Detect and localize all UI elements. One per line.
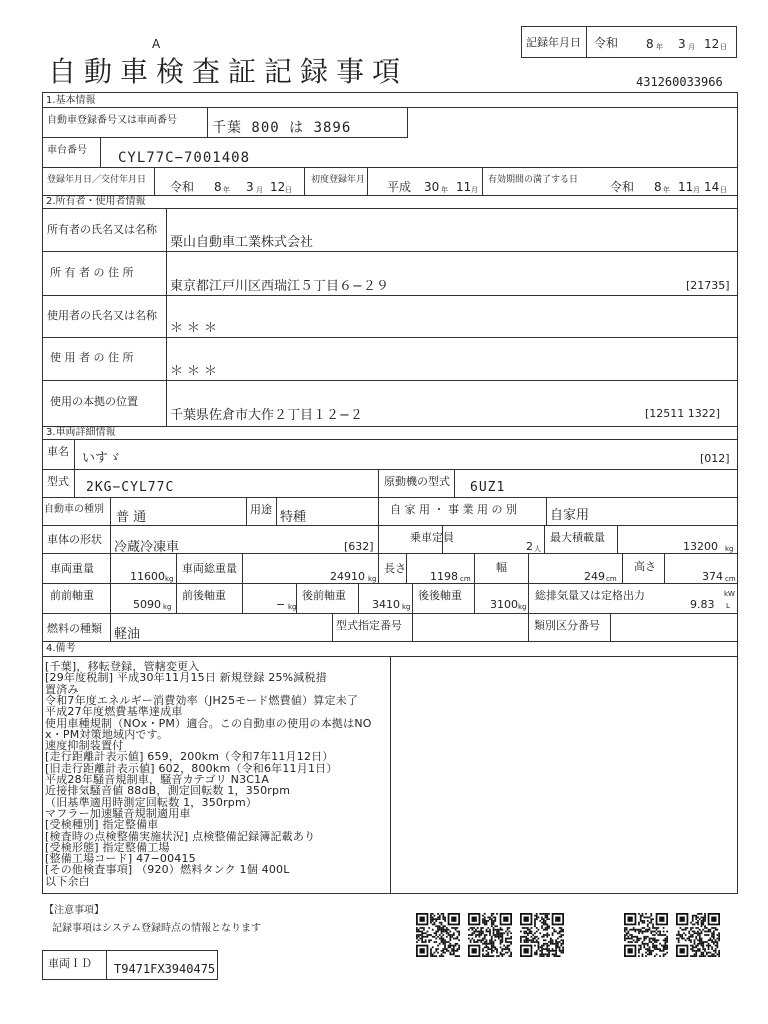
issue-date-label: 登録年月日／交付年月日 (47, 175, 147, 185)
user-address-label: 使 用 者 の 住 所 (50, 351, 134, 364)
vehicle-id-value: T9471FX3940475 (114, 962, 216, 976)
remark-line: [その他検査事項] （920）燃料タンク 1個 400L (45, 863, 290, 877)
remark-line: 令和7年度エネルギー消費効率（JH25モード燃費値）算定未了 (45, 693, 359, 707)
expiry-date-era: 令和 (610, 180, 635, 194)
section-1-heading: 1.基本情報 (46, 95, 96, 106)
corner-mark: A (152, 37, 161, 51)
front-front-axle-value: 5090 (133, 598, 161, 611)
record-date-month: 3 (678, 37, 686, 51)
doc-number: 431260033966 (636, 75, 723, 89)
page-title: 自動車検査証記録事項 (48, 55, 409, 88)
base-location-label: 使用の本拠の位置 (50, 395, 138, 408)
rear-front-axle-label: 後前軸重 (302, 589, 346, 602)
vehicle-id-label: 車両ＩＤ (48, 957, 92, 970)
issue-date-era: 令和 (170, 180, 195, 194)
fuel-type-value: 軽油 (114, 627, 141, 642)
body-shape-label: 車体の形状 (47, 533, 102, 546)
model-value: 2KG−CYL77C (86, 480, 175, 495)
expiry-date-label: 有効期間の満了する日 (488, 175, 579, 185)
engine-model-value: 6UZ1 (470, 480, 506, 495)
maker-label: 車名 (47, 445, 69, 458)
remark-line: [29年度税制] 平成30年11月15日 新規登録 25%減税措 (45, 671, 327, 685)
expiry-date-day: 14 (704, 180, 720, 194)
expiry-date-year: 8 (654, 180, 662, 194)
record-date-era: 令和 (594, 36, 619, 50)
height-value: 374 (702, 570, 723, 583)
remark-line: 置済み (45, 682, 79, 696)
record-date-day: 12 (704, 37, 720, 51)
chassis-number-label: 車台番号 (47, 145, 87, 156)
front-rear-axle-label: 前後軸重 (182, 589, 226, 602)
length-label: 長さ (384, 562, 406, 575)
qr-code-3 (520, 913, 564, 957)
capacity-label: 乗車定員 (410, 531, 454, 544)
maker-code: [012] (700, 452, 730, 465)
remark-line: 使用車種規制（NOx・PM）適合。この自動車の使用の本拠はNO (45, 716, 372, 730)
remark-line: 平成27年度燃費基準達成車 (45, 705, 183, 719)
height-label: 高さ (634, 560, 656, 573)
notice-label: 【注意事項】 (44, 905, 104, 916)
owner-address-label: 所 有 者 の 住 所 (50, 266, 134, 279)
remark-line: [受検形態] 指定整備工場 (45, 840, 170, 854)
record-date-year: 8 (646, 37, 654, 51)
displacement-label: 総排気量又は定格出力 (535, 589, 645, 602)
engine-model-label: 原動機の型式 (384, 475, 450, 488)
owner-address-code: [21735] (686, 279, 730, 292)
user-name-value: ＊＊＊ (170, 321, 222, 336)
remark-line: [走行距離計表示値] 659，200km（令和7年11月12日） (45, 750, 334, 764)
owner-address-value: 東京都江戸川区西瑞江５丁目６−２９ (170, 279, 389, 294)
remark-line: [検査時の点検整備実施状況] 点検整備記録簿記載あり (45, 829, 316, 843)
body-shape-value: 冷蔵冷凍車 (114, 540, 180, 555)
vehicle-weight-label: 車両重量 (50, 562, 94, 575)
purpose-label: 自 家 用 ・ 事 業 用 の 別 (390, 503, 517, 516)
class-number-label: 類別区分番号 (534, 619, 600, 632)
expiry-date-month: 11 (678, 180, 694, 194)
vehicle-weight-value: 11600 (130, 570, 165, 583)
remark-line: [受検種別] 指定整備車 (45, 818, 159, 832)
owner-name-label: 所有者の氏名又は名称 (47, 223, 157, 236)
issue-date-day: 12 (270, 180, 286, 194)
usage-value: 特種 (280, 510, 307, 525)
qr-code-1 (416, 913, 460, 957)
rear-rear-axle-label: 後後軸重 (418, 589, 462, 602)
rear-rear-axle-value: 3100 (490, 598, 518, 611)
front-front-axle-label: 前前軸重 (50, 589, 94, 602)
front-rear-axle-value: − (276, 598, 286, 611)
chassis-number-value: CYL77C−7001408 (118, 150, 251, 166)
gross-weight-value: 24910 (330, 570, 365, 583)
remark-line: 平成28年騒音規制車，騒音カテゴリ N3C1A (45, 773, 270, 786)
first-reg-year: 30 (424, 180, 440, 194)
body-shape-code: [632] (344, 540, 374, 553)
section-4-heading: 4.備考 (46, 643, 76, 654)
first-reg-month: 11 (456, 180, 472, 194)
remark-line: マフラー加速騒音規制適用車 (45, 806, 191, 820)
remark-line: [千葉]，移転登録，管轄変更入 (45, 660, 200, 673)
max-load-value: 13200 (683, 540, 718, 553)
user-name-label: 使用者の氏名又は名称 (47, 309, 157, 322)
base-location-value: 千葉県佐倉市大作２丁目１２−２ (170, 408, 363, 423)
maker-value: いすゞ (82, 451, 122, 466)
max-load-label: 最大積載量 (550, 531, 605, 544)
remark-line: （旧基準適用時測定回転数 1，350rpm） (45, 795, 258, 809)
gross-weight-label: 車両総重量 (182, 562, 237, 575)
section-3-heading: 3.車両詳細情報 (46, 427, 116, 438)
user-address-value: ＊＊＊ (170, 364, 222, 379)
vehicle-kind-label: 自動車の種別 (44, 504, 104, 515)
width-label: 幅 (496, 561, 507, 574)
base-location-code: [12511 1322] (645, 407, 721, 420)
remark-line: x・PM対策地域内です。 (45, 727, 169, 741)
record-date-label: 記録年月日 (526, 36, 581, 49)
qr-code-2 (468, 913, 512, 957)
displacement-value: 9.83 (690, 598, 715, 611)
section-2-heading: 2.所有者・使用者情報 (46, 196, 146, 207)
remark-line: [旧走行距離計表示値] 602，800km（令和6年11月1日） (45, 761, 338, 775)
capacity-value: 2 (526, 540, 533, 553)
fuel-type-label: 燃料の種類 (47, 622, 102, 635)
remark-line: [整備工場コード] 47−00415 (45, 852, 196, 866)
rear-front-axle-value: 3410 (372, 598, 400, 611)
qr-code-4 (624, 913, 668, 957)
model-label: 型式 (47, 475, 69, 488)
first-reg-era: 平成 (387, 180, 412, 194)
usage-label: 用途 (250, 503, 272, 516)
notice-text: 記録事項はシステム登録時点の情報となります (52, 923, 261, 934)
purpose-value: 自家用 (550, 508, 590, 523)
reg-number-value: 千葉 800 は 3896 (212, 120, 352, 136)
remark-line: 以下余白 (45, 874, 90, 888)
qr-code-5 (676, 913, 720, 957)
remark-line: 速度抑制装置付 (45, 739, 124, 753)
type-designation-label: 型式指定番号 (336, 619, 402, 632)
width-value: 249 (584, 570, 605, 583)
vehicle-kind-value: 普 通 (116, 510, 147, 525)
first-reg-label: 初度登録年月 (311, 175, 366, 185)
issue-date-month: 3 (246, 180, 254, 194)
owner-name-value: 栗山自動車工業株式会社 (170, 235, 314, 250)
reg-number-label: 自動車登録番号又は車両番号 (47, 115, 177, 126)
remark-line: 近接排気騒音値 88dB，測定回転数 1，350rpm (45, 784, 291, 798)
length-value: 1198 (430, 570, 458, 583)
issue-date-year: 8 (214, 180, 222, 194)
